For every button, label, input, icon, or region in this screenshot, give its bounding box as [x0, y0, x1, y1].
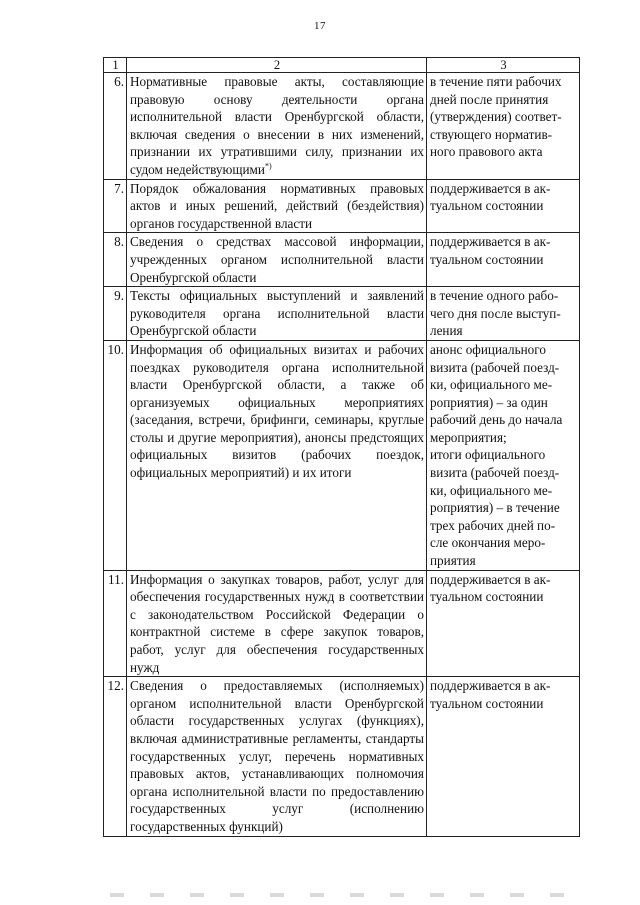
table-row [104, 287, 580, 341]
row-description [127, 570, 427, 677]
row-deadline: в течение одного рабо- чего дня после выступ- ления [427, 287, 580, 341]
row-description [127, 179, 427, 233]
row-description-text: Информация об официальных визитах и рабочих поездках руководителя органа исполнительной власти Оренбургской области, а также об организуемых официальных мероприятиях (заседания, встречи, брифинги, семинары, круглые столы и другие мероприятия), анонсы предстоящих официальных визитов (рабочих поездок, официальных мероприятий) и их итоги [130, 341, 424, 481]
row-number: 9. [104, 287, 127, 341]
row-number: 12. [104, 677, 127, 836]
row-deadline: поддерживается в ак- туальном состоянии [427, 179, 580, 233]
row-number: 11. [104, 570, 127, 677]
table-row [104, 677, 580, 836]
row-deadline: в течение пяти рабочих дней после принятия (утверждения) соответ- ствующего норматив- ного правового акта [427, 73, 580, 180]
page-number: 17 [314, 20, 326, 32]
table-row [104, 73, 580, 180]
row-deadline: поддерживается в ак- туальном состоянии [427, 233, 580, 287]
row-description-text: Сведения о предоставляемых (исполняемых) органом исполнительной власти Оренбургской области государственных услугах (функциях), включая административные регламенты, стандарты государственных услуг, перечень нормативных правовых актов, устанавливающих полномочия органа исполнительной власти по предоставлению государственных услуг (исполнению государственных функций) [130, 678, 424, 834]
row-deadline: поддерживается в ак- туальном состоянии [427, 677, 580, 836]
row-number: 10. [104, 340, 127, 570]
header-col-1: 1 [104, 58, 127, 73]
header-col-2: 2 [127, 58, 427, 73]
header-col-3: 3 [427, 58, 580, 73]
table-row [104, 570, 580, 677]
row-deadline: поддерживается в ак- туальном состоянии [427, 570, 580, 677]
information-table [103, 57, 580, 837]
row-description-text: Информация о закупках товаров, работ, услуг для обеспечения государственных нужд в соответствии с законодательством Российской Федерации о контрактной системе в сфере закупок товаров, работ, услуг для обеспечения государственных нужд [130, 571, 424, 675]
table-header-row [104, 58, 580, 73]
row-description [127, 677, 427, 836]
row-description-text: Нормативные правовые акты, составляющие правовую основу деятельности органа исполнительной власти Оренбургской области, включая сведения о внесении в них изменений, признании их утратившими силу, признании их судом недействующими [130, 74, 424, 177]
table-row [104, 340, 580, 570]
row-description [127, 233, 427, 287]
scan-artifact [110, 893, 580, 897]
row-deadline: анонс официального визита (рабочей поезд- ки, официального ме- роприятия) – за один рабочий день до начала мероприятия; итоги официального визита (рабочей поезд- ки, официального ме- роприятия) – в течение трех рабочих дней по- сле окончания меро- приятия [427, 340, 580, 570]
table-row [104, 179, 580, 233]
footnote-mark: *) [264, 161, 272, 171]
table-row [104, 233, 580, 287]
row-description-text: Сведения о средствах массовой информации, учрежденных органом исполнительной власти Оренбургской области [130, 234, 424, 285]
row-number: 8. [104, 233, 127, 287]
row-description [127, 287, 427, 341]
row-description [127, 340, 427, 570]
row-description-text: Тексты официальных выступлений и заявлений руководителя органа исполнительной власти Оренбургской области [130, 288, 424, 339]
row-description-text: Порядок обжалования нормативных правовых актов и иных решений, действий (бездействия) органов государственной власти [130, 180, 424, 231]
row-number: 6. [104, 73, 127, 180]
row-number: 7. [104, 179, 127, 233]
row-description [127, 73, 427, 180]
